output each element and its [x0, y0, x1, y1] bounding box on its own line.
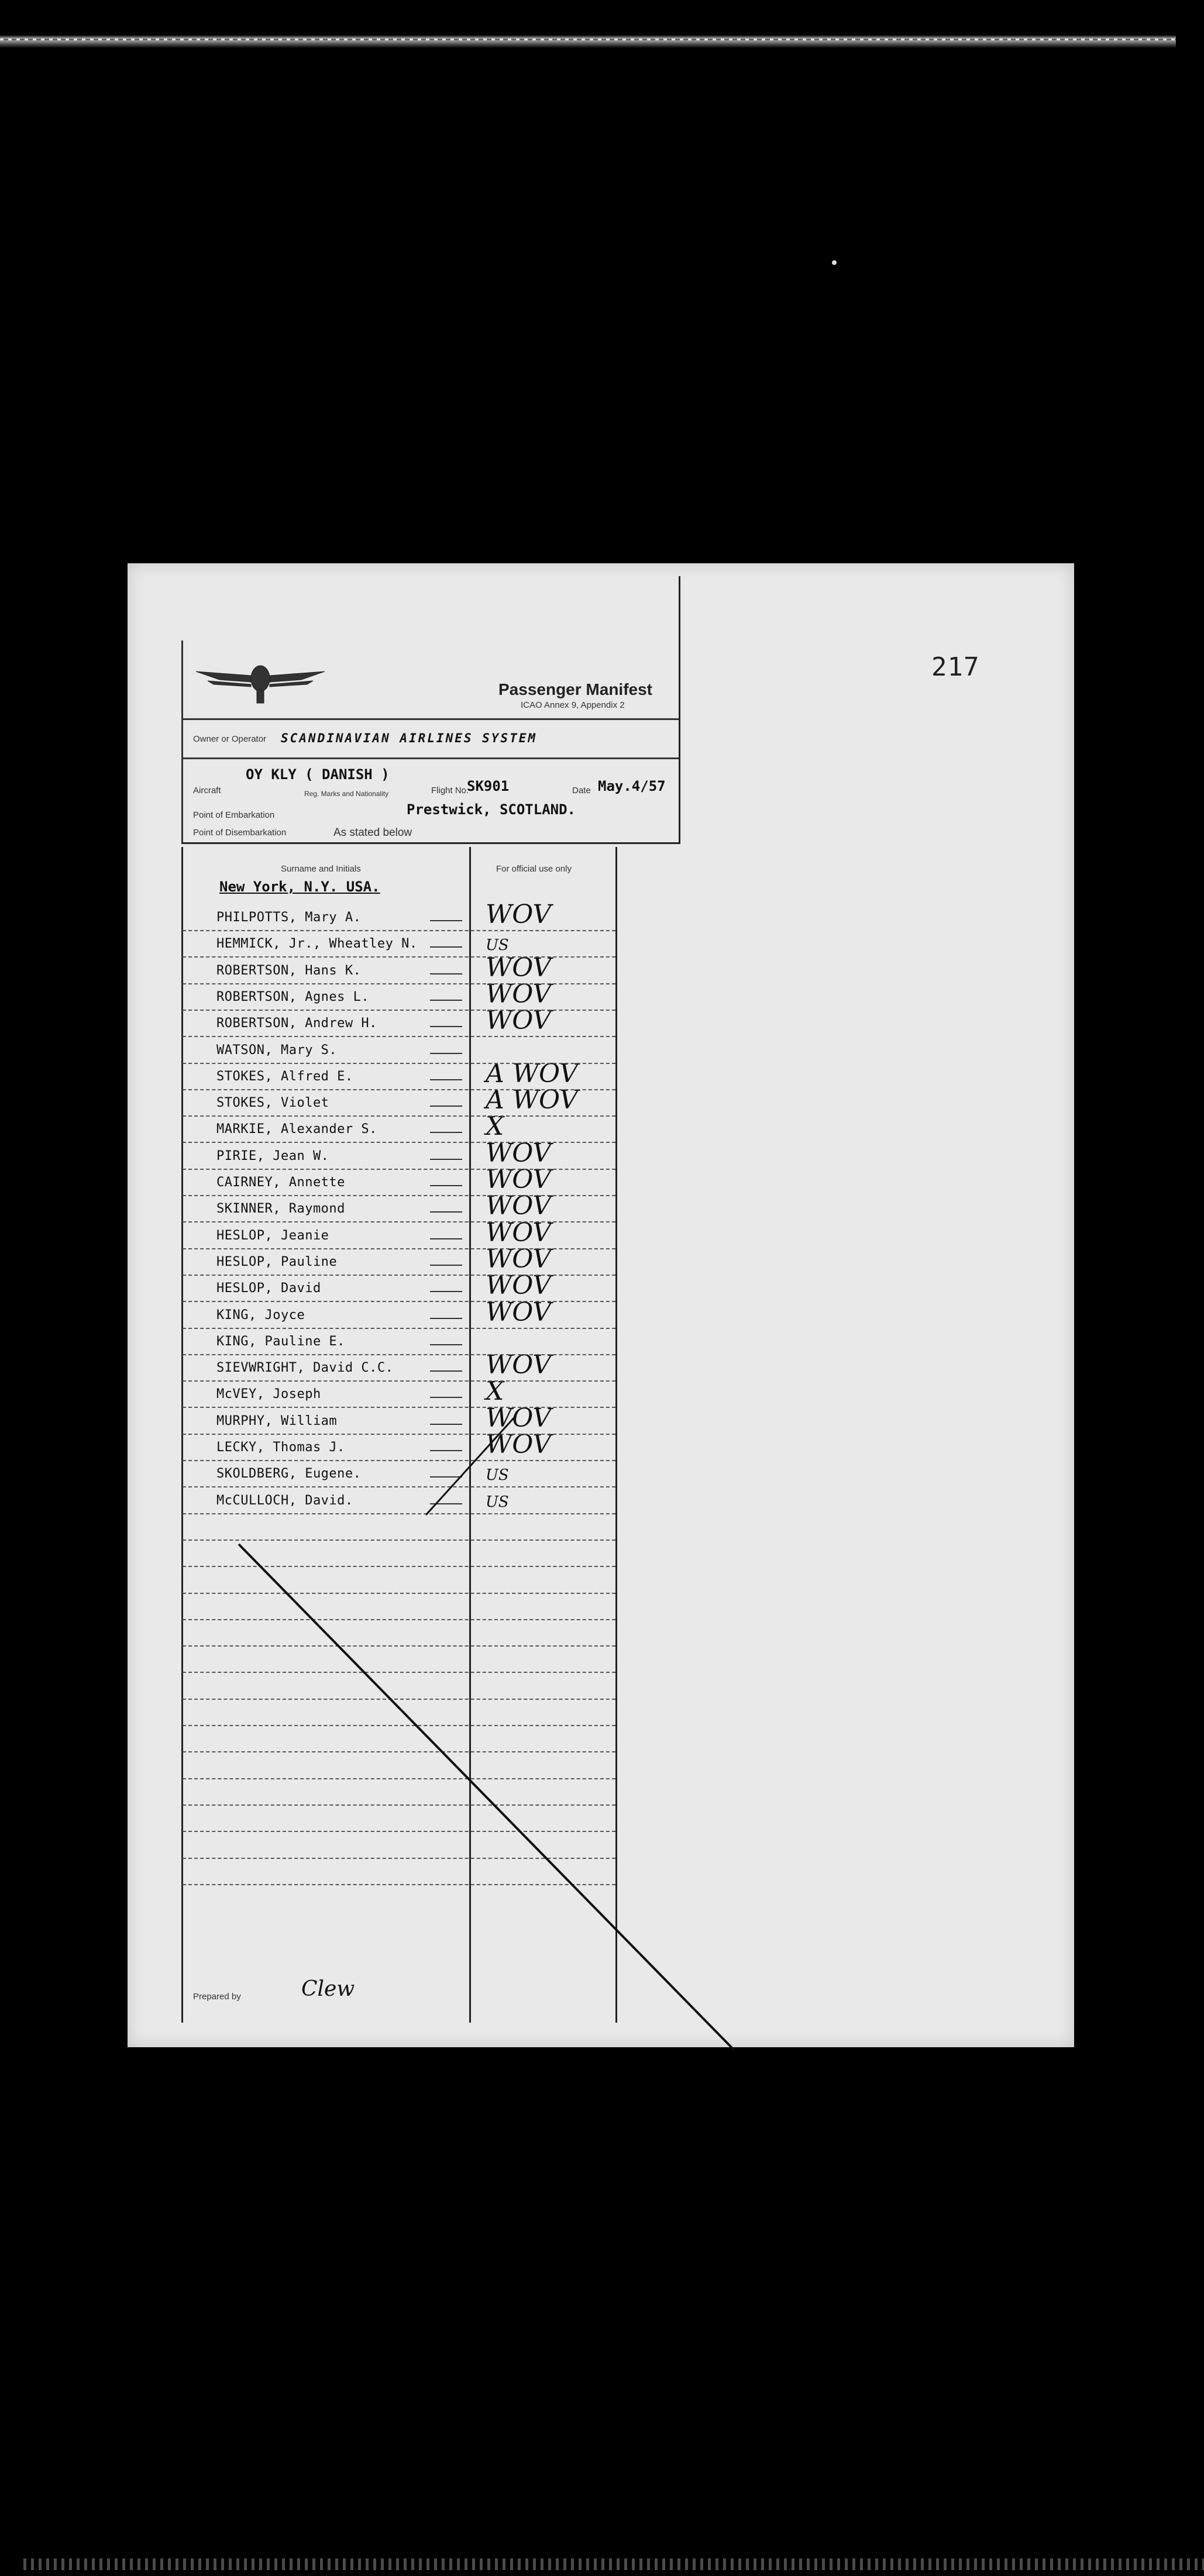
official-mark: X	[486, 1376, 504, 1407]
official-mark: WOV	[486, 1297, 552, 1327]
date-value: May.4/57	[598, 778, 666, 794]
flight-label: Flight No.	[431, 786, 469, 795]
official-mark: WOV	[486, 952, 552, 983]
passenger-name: SIEVWRIGHT, David C.C.	[216, 1361, 394, 1376]
official-mark: X	[486, 1111, 504, 1142]
passenger-name: HEMMICK, Jr., Wheatley N.	[216, 936, 418, 952]
official-mark: WOV	[486, 1138, 552, 1168]
column-header-names: Surname and Initials	[281, 864, 361, 874]
official-mark: A WOV	[486, 1085, 579, 1115]
passenger-name: KING, Joyce	[216, 1307, 305, 1323]
official-mark: US	[486, 1466, 509, 1485]
passenger-name: KING, Pauline E.	[216, 1334, 345, 1349]
passenger-name: ROBERTSON, Agnes L.	[216, 989, 370, 1004]
official-mark: US	[486, 1493, 509, 1511]
passenger-name: HESLOP, David	[216, 1281, 321, 1296]
form-subtitle: ICAO Annex 9, Appendix 2	[521, 700, 625, 710]
passenger-name: WATSON, Mary S.	[216, 1042, 338, 1058]
passenger-name: McCULLOCH, David.	[216, 1493, 353, 1508]
official-mark: WOV	[486, 1191, 552, 1221]
form-title: Passenger Manifest	[498, 680, 652, 698]
official-mark: WOV	[486, 1005, 552, 1036]
official-mark: WOV	[486, 1350, 552, 1380]
aircraft-sublabel: Reg. Marks and Nationality	[304, 790, 389, 798]
embark-label: Point of Embarkation	[193, 810, 275, 820]
passenger-name: ROBERTSON, Andrew H.	[216, 1016, 377, 1031]
official-mark: WOV	[486, 1270, 552, 1301]
disembark-label: Point of Disembarkation	[193, 828, 287, 838]
official-mark: WOV	[486, 900, 552, 929]
aircraft-label: Aircraft	[193, 786, 221, 795]
film-strip-bottom	[23, 2558, 1204, 2570]
official-mark: A WOV	[486, 1058, 579, 1089]
column-header-official: For official use only	[496, 864, 572, 874]
official-mark: WOV	[486, 1430, 552, 1459]
owner-label: Owner or Operator	[193, 734, 267, 744]
official-mark: WOV	[486, 1165, 552, 1194]
official-mark: WOV	[486, 1217, 552, 1248]
passenger-name: PHILPOTTS, Mary A.	[216, 910, 362, 925]
passenger-name: STOKES, Violet	[216, 1096, 329, 1111]
passenger-name: SKINNER, Raymond	[216, 1201, 345, 1217]
official-mark: US	[486, 936, 509, 955]
flight-value: SK901	[467, 778, 510, 794]
owner-value: SCANDINAVIAN AIRLINES SYSTEM	[281, 731, 538, 745]
destination-heading: New York, N.Y. USA.	[219, 879, 380, 895]
passenger-name: HESLOP, Jeanie	[216, 1228, 329, 1243]
official-mark: WOV	[486, 979, 552, 1009]
passenger-name: MARKIE, Alexander S.	[216, 1122, 377, 1137]
official-mark: WOV	[486, 1403, 552, 1433]
prepared-signature: Clew	[301, 1977, 355, 2001]
prepared-label: Prepared by	[193, 1992, 241, 2002]
aircraft-value: OY KLY ( DANISH )	[246, 766, 390, 783]
passenger-name: STOKES, Alfred E.	[216, 1069, 353, 1084]
passenger-name: HESLOP, Pauline	[216, 1254, 338, 1269]
passenger-name: LECKY, Thomas J.	[216, 1440, 345, 1455]
passenger-name: McVEY, Joseph	[216, 1387, 321, 1402]
passenger-name: PIRIE, Jean W.	[216, 1148, 329, 1163]
page-number: 217	[931, 652, 980, 682]
passenger-name: MURPHY, William	[216, 1413, 338, 1428]
passenger-name: ROBERTSON, Hans K.	[216, 963, 362, 978]
official-mark: WOV	[486, 1244, 552, 1274]
passenger-name: SKOLDBERG, Eugene.	[216, 1466, 362, 1482]
disembark-value: As stated below	[333, 826, 412, 839]
embark-value: Prestwick, SCOTLAND.	[407, 801, 576, 818]
passenger-name: CAIRNEY, Annette	[216, 1175, 345, 1190]
date-label: Date	[572, 786, 591, 795]
